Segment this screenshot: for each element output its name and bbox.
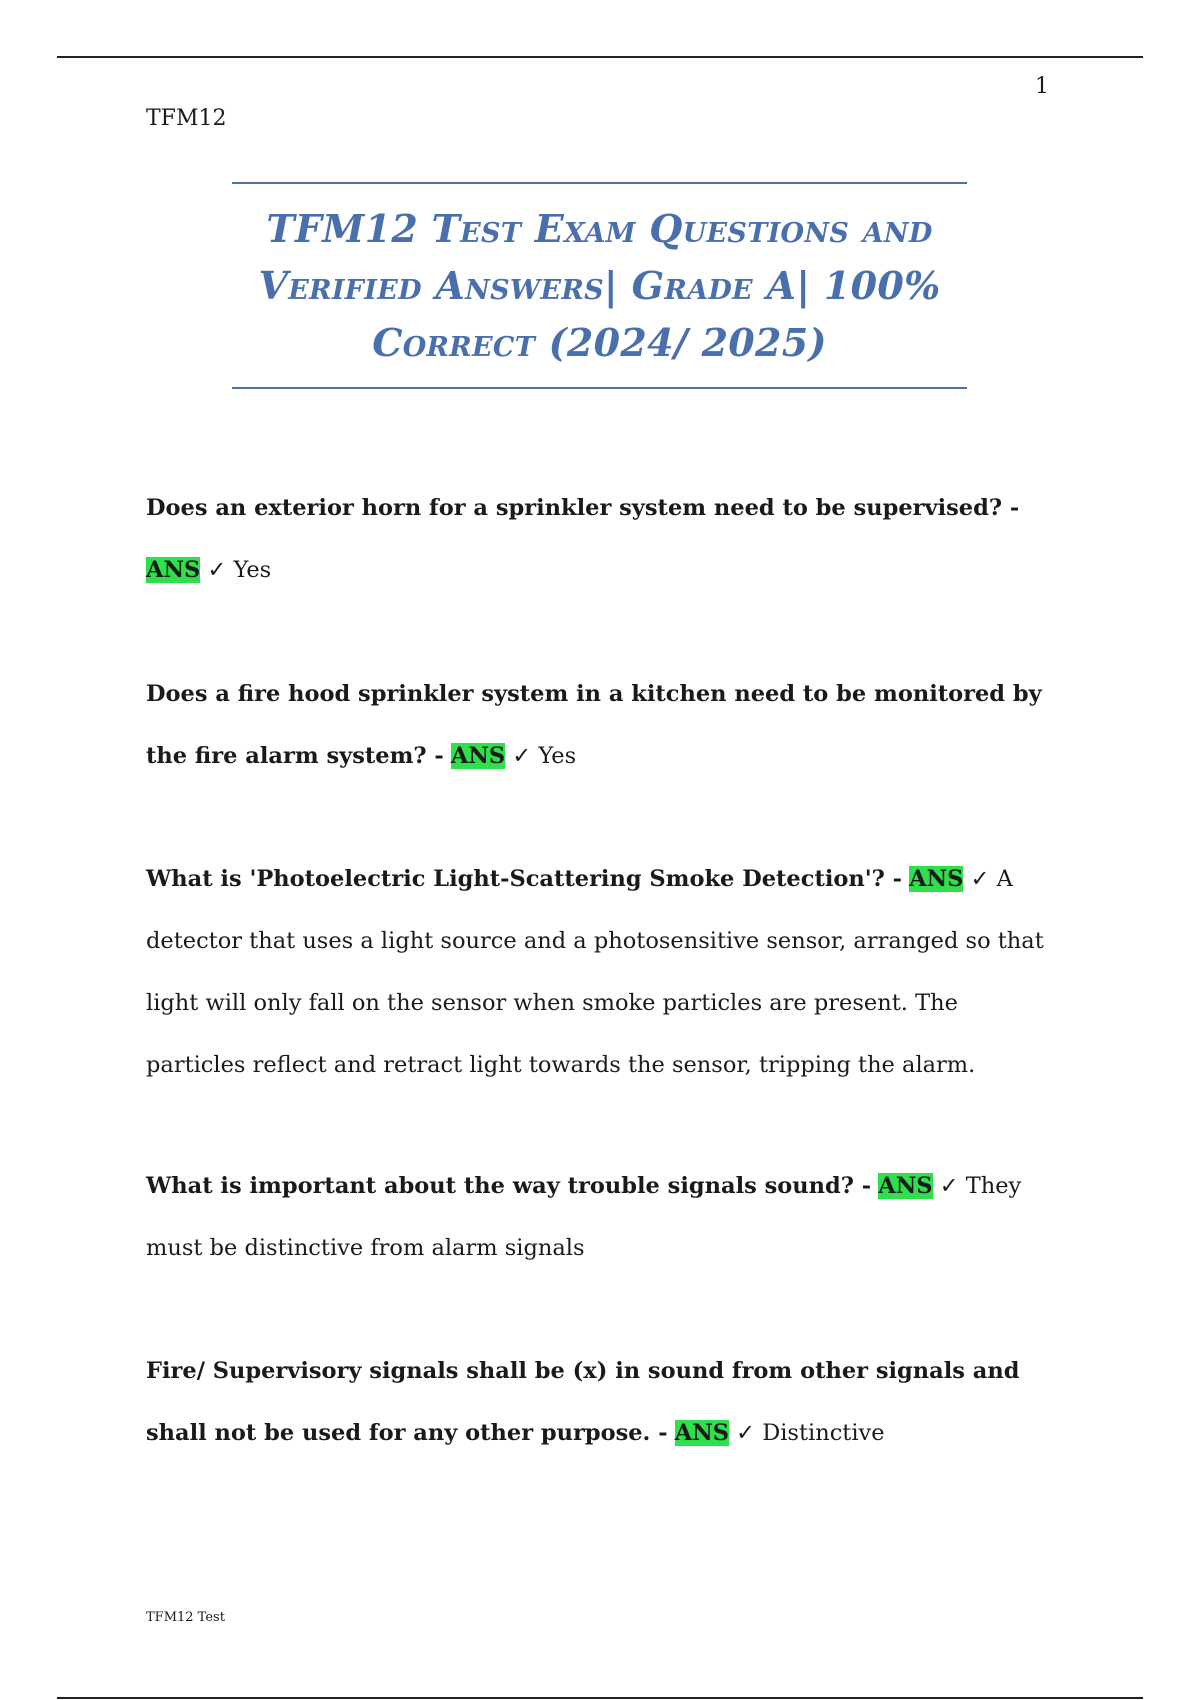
running-header: TFM12 <box>146 106 227 131</box>
document-title <box>232 200 967 371</box>
qa-item <box>146 1155 1056 1279</box>
question-text: Does an exterior horn for a sprinkler system need to be supervised? - <box>146 495 1020 521</box>
check-icon: ✓ <box>970 866 990 892</box>
check-icon: ✓ <box>939 1173 959 1199</box>
ans-label: ANS <box>878 1173 933 1199</box>
ans-label: ANS <box>450 743 506 769</box>
ans-label: ANS <box>146 557 201 583</box>
qa-item <box>146 477 1056 601</box>
question-text: Does a fire hood sprinkler system in a kitchen need to be monitored by the fire alarm system? - <box>146 681 1042 769</box>
question-text: What is 'Photoelectric Light-Scattering Smoke Detection'? - <box>146 866 902 892</box>
top-rule <box>57 56 1143 58</box>
title-bottom-rule <box>232 387 967 389</box>
answer-text: Distinctive <box>762 1420 885 1446</box>
ans-label: ANS <box>674 1420 730 1446</box>
title-top-rule <box>232 182 967 184</box>
ans-label: ANS <box>909 866 964 892</box>
check-icon: ✓ <box>736 1420 756 1446</box>
question-text: What is important about the way trouble signals sound? - <box>146 1173 872 1199</box>
check-icon: ✓ <box>512 743 532 769</box>
title-line-1: TFM12 Test Exam Questions and <box>266 206 933 251</box>
title-line-3: Correct (2024/ 2025) <box>372 320 827 365</box>
answer-text: Yes <box>538 743 577 769</box>
running-footer: TFM12 Test <box>146 1610 225 1625</box>
qa-item <box>146 663 1056 787</box>
answer-text: A detector that uses a light source and a photosensitive sensor, arranged so that light will only fall on the sensor when smoke particles are present. The particles reflect and retract light towards the sensor, tripping the alarm. <box>146 866 1044 1078</box>
bottom-rule <box>57 1697 1143 1699</box>
qa-item <box>146 1340 1056 1464</box>
page-number: 1 <box>1035 74 1049 99</box>
title-line-2: Verified Answers| Grade A| 100% <box>258 263 941 308</box>
question-text: Fire/ Supervisory signals shall be (x) in sound from other signals and shall not be used for any other purpose. - <box>146 1358 1020 1446</box>
answer-text: They must be distinctive from alarm signals <box>146 1173 1022 1261</box>
check-icon: ✓ <box>207 557 227 583</box>
qa-item <box>146 848 1056 1096</box>
answer-text: Yes <box>233 557 272 583</box>
